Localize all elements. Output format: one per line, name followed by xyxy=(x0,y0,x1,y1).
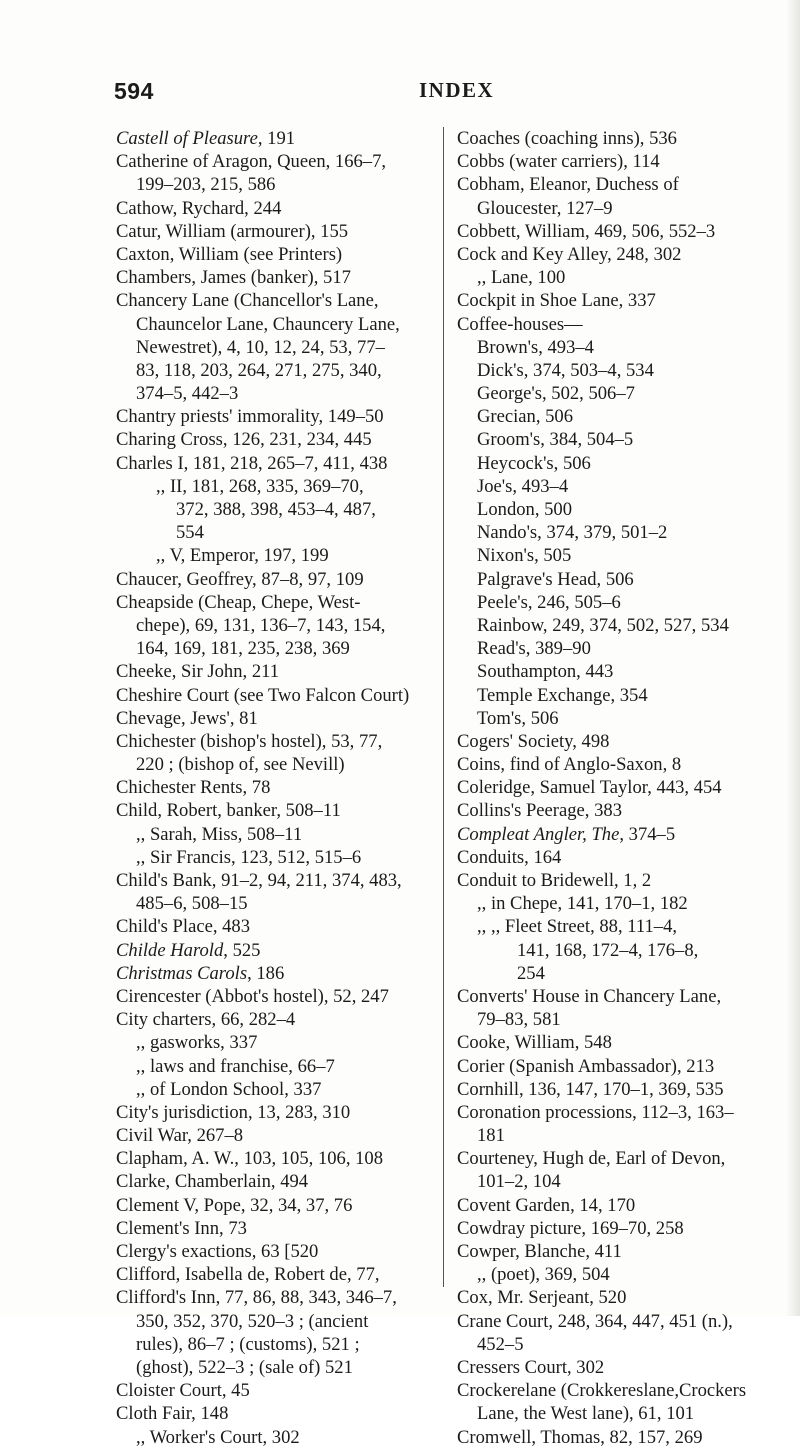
index-entry: Clergy's exactions, 63 [520 xyxy=(116,1241,319,1262)
index-entry: Gloucester, 127–9 xyxy=(477,197,613,219)
index-entry: George's, 502, 506–7 xyxy=(477,383,635,405)
index-entry: Childe Harold, 525 xyxy=(116,939,261,961)
index-entry: Child, Robert, banker, 508–11 xyxy=(116,800,341,822)
index-entry: Child's Bank, 91–2, 94, 211, 374, 483, xyxy=(116,870,402,891)
index-entry: ,, (poet), 369, 504 xyxy=(477,1264,610,1286)
index-entry: 485–6, 508–15 xyxy=(136,893,248,915)
index-entry: Cloister Court, 45 xyxy=(116,1380,250,1402)
index-entry: Cheapside (Cheap, Chepe, West- xyxy=(116,591,361,613)
index-entry: Joe's, 493–4 xyxy=(477,475,569,497)
index-entry: ,, II, 181, 268, 335, 369–70, xyxy=(156,475,364,497)
index-entry: Converts' House in Chancery Lane, xyxy=(457,985,722,1007)
index-entry: Palgrave's Head, 506 xyxy=(477,568,634,590)
index-entry: Clifford, Isabella de, Robert de, 77, xyxy=(116,1264,380,1286)
index-entry: rules), 86–7 ; (customs), 521 ; xyxy=(136,1333,360,1355)
index-entry: Christmas Carols, 186 xyxy=(116,962,285,984)
index-entry: Grecian, 506 xyxy=(477,406,574,428)
index-entry: Coins, find of Anglo-Saxon, 8 xyxy=(457,754,682,776)
index-entry: 101–2, 104 xyxy=(477,1171,561,1193)
index-entry: Coffee-houses— xyxy=(457,313,583,335)
index-entry: 141, 168, 172–4, 176–8, xyxy=(517,939,699,961)
index-entry: Lane, the West lane), 61, 101 xyxy=(477,1403,695,1425)
index-entry: Cathow, Rychard, 244 xyxy=(116,197,282,219)
index-entry: Conduit to Bridewell, 1, 2 xyxy=(457,870,652,891)
index-entry: Cockpit in Shoe Lane, 337 xyxy=(457,290,656,312)
index-entry: Nixon's, 505 xyxy=(477,545,572,567)
index-entry: Peele's, 246, 505–6 xyxy=(477,591,621,613)
index-entry: Cheeke, Sir John, 211 xyxy=(116,661,280,683)
index-entry: Collins's Peerage, 383 xyxy=(457,800,622,822)
index-entry: Charles I, 181, 218, 265–7, 411, 438 xyxy=(116,452,388,474)
index-entry: Cobbett, William, 469, 506, 552–3 xyxy=(457,220,716,242)
index-entry: Coronation processions, 112–3, 163– xyxy=(457,1101,734,1123)
index-entry: Cobbs (water carriers), 114 xyxy=(457,151,660,173)
index-entry: Crane Court, 248, 364, 447, 451 (n.), xyxy=(457,1310,733,1332)
index-entry: ,, Sir Francis, 123, 512, 515–6 xyxy=(136,846,362,868)
index-entry: 554 xyxy=(176,522,204,544)
index-entry: Chichester Rents, 78 xyxy=(116,777,271,799)
index-entry: Covent Garden, 14, 170 xyxy=(457,1194,636,1216)
index-entry: Cobham, Eleanor, Duchess of xyxy=(457,174,679,196)
index-entry: ,, Sarah, Miss, 508–11 xyxy=(136,823,303,845)
index-entry: Cheshire Court (see Two Falcon Court) xyxy=(116,684,410,706)
index-entry: Dick's, 374, 503–4, 534 xyxy=(477,359,654,381)
index-entry: Cock and Key Alley, 248, 302 xyxy=(457,243,682,265)
index-entry: Chauncelor Lane, Chauncery Lane, xyxy=(136,313,400,335)
index-entry: Chaucer, Geoffrey, 87–8, 97, 109 xyxy=(116,568,364,590)
index-entry: Southampton, 443 xyxy=(477,661,614,683)
index-entry: Coaches (coaching inns), 536 xyxy=(457,128,677,149)
index-entry: chepe), 69, 131, 136–7, 143, 154, xyxy=(136,614,386,636)
index-entry: Cooke, William, 548 xyxy=(457,1032,612,1054)
index-entry: 181 xyxy=(477,1125,505,1147)
index-entry: 79–83, 581 xyxy=(477,1009,561,1031)
index-entry: City's jurisdiction, 13, 283, 310 xyxy=(116,1101,351,1123)
index-entry: 452–5 xyxy=(477,1333,524,1355)
index-entry: Temple Exchange, 354 xyxy=(477,684,648,706)
index-entry: Groom's, 384, 504–5 xyxy=(477,429,634,451)
index-entry: Newestret), 4, 10, 12, 24, 53, 77– xyxy=(136,336,385,358)
index-entry: Child's Place, 483 xyxy=(116,916,251,938)
index-entry: Cornhill, 136, 147, 170–1, 369, 535 xyxy=(457,1078,724,1100)
index-entry: Clement V, Pope, 32, 34, 37, 76 xyxy=(116,1194,353,1216)
index-entry: Catur, William (armourer), 155 xyxy=(116,220,349,242)
index-entry: Corier (Spanish Ambassador), 213 xyxy=(457,1055,715,1077)
index-entry: Compleat Angler, The, 374–5 xyxy=(457,823,676,845)
index-entry: Castell of Pleasure, 191 xyxy=(116,128,296,149)
index-entry: Civil War, 267–8 xyxy=(116,1125,244,1147)
index-entry: ,, V, Emperor, 197, 199 xyxy=(156,545,329,567)
index-entry: ,, in Chepe, 141, 170–1, 182 xyxy=(477,893,688,915)
index-entry: Brown's, 493–4 xyxy=(477,336,594,358)
index-entry: Crockerelane (Crokkereslane,Crockers xyxy=(457,1380,747,1402)
index-entry: Cowdray picture, 169–70, 258 xyxy=(457,1217,684,1239)
index-entry: Cox, Mr. Serjeant, 520 xyxy=(457,1287,627,1309)
index-entry: Chambers, James (banker), 517 xyxy=(116,267,351,289)
index-entry: 350, 352, 370, 520–3 ; (ancient xyxy=(136,1310,369,1332)
index-entry: Chantry priests' immorality, 149–50 xyxy=(116,406,384,428)
index-entry: 254 xyxy=(517,962,545,984)
index-entry: Cromwell, Thomas, 82, 157, 269 xyxy=(457,1426,703,1448)
index-entry: Read's, 389–90 xyxy=(477,638,591,660)
index-entry: City charters, 66, 282–4 xyxy=(116,1009,296,1031)
index-entry: 164, 169, 181, 235, 238, 369 xyxy=(136,638,350,660)
index-entry: 374–5, 442–3 xyxy=(136,383,239,405)
index-entry: Cirencester (Abbot's hostel), 52, 247 xyxy=(116,985,389,1007)
index-entry: Rainbow, 249, 374, 502, 527, 534 xyxy=(477,614,729,636)
index-entry: Caxton, William (see Printers) xyxy=(116,243,343,265)
index-entry: 220 ; (bishop of, see Nevill) xyxy=(136,754,345,776)
index-entry: Clifford's Inn, 77, 86, 88, 343, 346–7, xyxy=(116,1287,397,1309)
index-entry: Tom's, 506 xyxy=(477,707,559,729)
page-number: 594 xyxy=(114,78,154,104)
index-entry: ,, Lane, 100 xyxy=(477,267,566,289)
index-entry: 199–203, 215, 586 xyxy=(136,174,276,196)
index-entry: ,, gasworks, 337 xyxy=(136,1032,258,1054)
index-entry: Charing Cross, 126, 231, 234, 445 xyxy=(116,429,372,451)
index-entry: Cowper, Blanche, 411 xyxy=(457,1241,622,1262)
index-entry: 372, 388, 398, 453–4, 487, xyxy=(176,499,376,520)
index-entry: Cressers Court, 302 xyxy=(457,1356,605,1378)
index-entry: Clement's Inn, 73 xyxy=(116,1217,247,1239)
index-entry: Courteney, Hugh de, Earl of Devon, xyxy=(457,1148,726,1170)
index-entry: Conduits, 164 xyxy=(457,846,562,868)
index-entry: Clarke, Chamberlain, 494 xyxy=(116,1171,309,1193)
page-header xyxy=(114,78,714,118)
column-divider xyxy=(443,127,444,1287)
index-entry: Catherine of Aragon, Queen, 166–7, xyxy=(116,151,387,173)
index-entry: ,, Worker's Court, 302 xyxy=(136,1426,300,1448)
page-edge-shadow xyxy=(786,0,800,1316)
index-entry: ,, of London School, 337 xyxy=(136,1078,322,1100)
index-entry: Clapham, A. W., 103, 105, 106, 108 xyxy=(116,1148,384,1170)
index-entry: 83, 118, 203, 264, 271, 275, 340, xyxy=(136,359,382,381)
index-entry: ,, ,, Fleet Street, 88, 111–4, xyxy=(477,916,678,938)
index-entry: Chevage, Jews', 81 xyxy=(116,707,258,729)
index-entry: (ghost), 522–3 ; (sale of) 521 xyxy=(136,1356,353,1378)
index-entry: Chancery Lane (Chancellor's Lane, xyxy=(116,290,379,312)
index-entry: Heycock's, 506 xyxy=(477,452,591,474)
index-entry: Cloth Fair, 148 xyxy=(116,1403,229,1425)
index-entry: London, 500 xyxy=(477,499,573,520)
index-column-left xyxy=(116,127,434,1449)
index-entry: Nando's, 374, 379, 501–2 xyxy=(477,522,668,544)
running-head: INDEX xyxy=(419,78,495,102)
index-entry: Chichester (bishop's hostel), 53, 77, xyxy=(116,730,383,752)
index-entry: Coleridge, Samuel Taylor, 443, 454 xyxy=(457,777,722,799)
index-entry: ,, laws and franchise, 66–7 xyxy=(136,1055,335,1077)
index-column-right xyxy=(457,127,785,1449)
index-entry: Cogers' Society, 498 xyxy=(457,730,610,752)
